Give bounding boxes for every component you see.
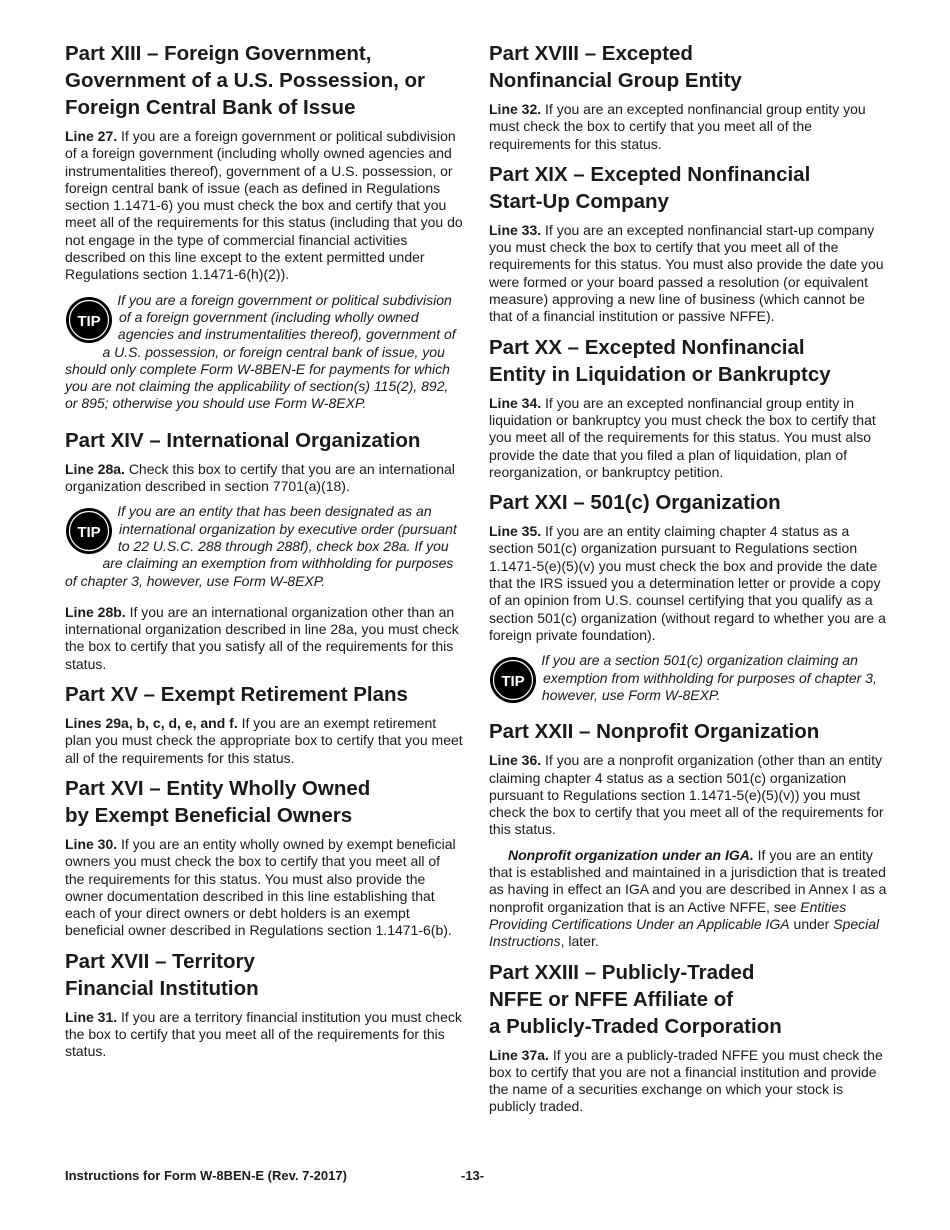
- tip-icon: [65, 296, 113, 344]
- line-28b-paragraph: [65, 604, 463, 673]
- heading-part-xiii: Part XIII – Foreign Government, Government of a U.S. Possession, or Foreign Central Bank of Issue: [65, 42, 425, 119]
- line-33-label: Line 33.: [489, 221, 542, 238]
- tip-box-part-xiv: [65, 503, 463, 589]
- line-35-label: Line 35.: [489, 523, 542, 540]
- iga-label: Nonprofit organization under an IGA.: [508, 846, 754, 863]
- tip-box-part-xxi: [489, 652, 887, 706]
- tip-icon-label: TIP: [77, 524, 101, 542]
- line-30-label: Line 30.: [65, 835, 118, 852]
- line-36-text: If you are a nonprofit organization (other than an entity claiming chapter 4 status as a section 501(c) organization pursuant to Regulations section 1.1471-5(e)(5)(v)) you must check the box to certify that you meet all of the requirements for this status.: [489, 752, 884, 838]
- heading-part-xvii-line-2: Financial Institution: [65, 976, 259, 1000]
- heading-part-xx-line-2: Entity in Liquidation or Bankruptcy: [489, 362, 831, 386]
- heading-part-xviii-line-2: Nonfinancial Group Entity: [489, 69, 742, 92]
- heading-part-xxiii-line-1: Part XXIII – Publicly-Traded: [489, 960, 755, 984]
- heading-part-xiv: Part XIV – International Organization: [65, 428, 421, 452]
- iga-paragraph: [489, 847, 887, 951]
- heading-part-xvi-line-2: by Exempt Beneficial Owners: [65, 803, 353, 827]
- iga-text-1: If you are an entity that is established and maintained in a jurisdiction that is treated as having in effect an IGA and you are described in Annex I as a nonprofit organization that is an Active NFFE, see: [489, 846, 887, 915]
- line-28a-text: Check this box to certify that you are an international organization described in section 7701(a)(18).: [65, 460, 455, 495]
- tip-box-part-xiii: [65, 292, 463, 413]
- line-30-paragraph: [65, 836, 463, 940]
- line-37a-text: If you are a publicly-traded NFFE you must check the box to certify that you are not a financial institution and provide the name of a securities exchange on which your stock is publicly traded.: [489, 1046, 883, 1115]
- line-36-label: Line 36.: [489, 752, 542, 769]
- line-29-text: If you are an exempt retirement plan you must check the appropriate box to certify that you meet all of the requirements for this status.: [65, 715, 463, 766]
- iga-text-3: , later.: [560, 933, 599, 950]
- page-number: -13-: [461, 1168, 485, 1183]
- tip-icon: [489, 656, 537, 704]
- line-31-paragraph: [65, 1009, 463, 1061]
- line-34-paragraph: [489, 395, 887, 481]
- heading-part-xxi: Part XXI – 501(c) Organization: [489, 491, 781, 515]
- line-28b-label: Line 28b.: [65, 603, 126, 620]
- line-29-paragraph: [65, 715, 463, 767]
- heading-part-xx-line-1: Part XX – Excepted Nonfinancial: [489, 335, 805, 359]
- tip-text-part-xxi: If you are a section 501(c) organization claiming an exemption from withholding for purposes of chapter 3, however, use Form W-8EXP.: [541, 652, 877, 703]
- line-35-paragraph: [489, 523, 887, 644]
- heading-part-xxiii: [489, 959, 887, 1040]
- line-33-paragraph: [489, 222, 887, 326]
- heading-part-xv: Part XV – Exempt Retirement Plans: [65, 683, 408, 707]
- heading-part-xxii: Part XXII – Nonprofit Organization: [489, 720, 820, 744]
- right-column: [489, 40, 887, 1124]
- line-27-label: Line 27.: [65, 128, 118, 144]
- line-34-label: Line 34.: [489, 394, 542, 411]
- heading-part-xvi: [65, 775, 463, 829]
- tip-icon-label: TIP: [77, 312, 101, 330]
- line-34-text: If you are an excepted nonfinancial group entity in liquidation or bankruptcy you must check the box to certify that you meet all of the requirements for this status. You must also provide the date that you filed a plan of liquidation, plan of reorganization, or bankruptcy petition.: [489, 394, 876, 480]
- left-column: [65, 40, 463, 1069]
- heading-part-xviii: [489, 40, 887, 94]
- heading-part-xix-line-2: Start-Up Company: [489, 189, 669, 213]
- tip-icon-label: TIP: [501, 673, 525, 691]
- tip-icon: [65, 507, 113, 555]
- line-33-text: If you are an excepted nonfinancial start-up company you must check the box to certify that you meet all of the requirements for this status. You must also provide the date you were formed or your board passed a resolution (or equivalent measure) approving a new line of business (which cannot be that of a financial institution or passive NFFE).: [489, 221, 884, 325]
- iga-reference-special-instructions: Special Instructions: [489, 915, 880, 950]
- heading-part-xvii-line-1: Part XVII – Territory: [65, 949, 255, 973]
- line-37a-label: Line 37a.: [489, 1046, 549, 1063]
- line-32-label: Line 32.: [489, 101, 542, 117]
- line-37a-paragraph: [489, 1047, 887, 1116]
- page-footer: [65, 1168, 890, 1183]
- iga-reference-entities: Entities Providing Certifications Under an Applicable IGA: [489, 898, 847, 932]
- heading-part-xx: [489, 334, 887, 388]
- heading-part-xxiii-line-2: NFFE or NFFE Affiliate of: [489, 987, 734, 1011]
- heading-part-xix: [489, 161, 887, 215]
- heading-part-xix-line-1: Part XIX – Excepted Nonfinancial: [489, 162, 811, 186]
- line-35-text: If you are an entity claiming chapter 4 status as a section 501(c) organization pursuant to Regulations section 1.1471-5(e)(5)(v) you must check the box and provide the date that the IRS issued you a determination letter or provide a copy of an opinion from U.S. counsel certifying that you qualify as a section 501(c) organization (without regard to whether you are a foreign private foundation).: [489, 523, 886, 643]
- line-36-paragraph: [489, 752, 887, 838]
- heading-part-xviii-line-1: Part XVIII – Excepted: [489, 42, 693, 65]
- tip-text-part-xiii: If you are a foreign government or political subdivision of a foreign government (including wholly owned agencies and instrumentalities thereof), government of a U.S. possession, or foreign central bank of issue, you should only complete Form W-8BEN-E for payments for which you are not claiming the applicability of section(s) 115(2), 892, or 895; otherwise you should use Form W-8EXP.: [65, 291, 456, 412]
- line-32-paragraph: [489, 101, 887, 153]
- line-27-paragraph: [65, 128, 463, 284]
- iga-text-2: under: [793, 915, 830, 932]
- line-32-text: If you are an excepted nonfinancial group entity you must check the box to certify that you meet all of the requirements for this status.: [489, 101, 866, 152]
- heading-part-xvii: [65, 948, 463, 1002]
- line-28b-text: If you are an international organization other than an international organization described in line 28a, you must check the box to certify that you satisfy all of the requirements for this status.: [65, 603, 459, 672]
- heading-part-xxiii-line-3: a Publicly-Traded Corporation: [489, 1014, 782, 1038]
- line-30-text: If you are an entity wholly owned by exempt beneficial owners you must check the box to certify that you meet all of the requirements for this status. You must also provide the owner documentation described in this line establishing that each of your direct owners or debt holders is an exempt beneficial owner described in Regulations section 1.1471-6(b).: [65, 835, 456, 939]
- line-27-text: If you are a foreign government or political subdivision of a foreign government (including wholly owned agencies and instrumentalities thereof), government of a U.S. possession, or foreign central bank of issue (each as defined in Regulations section 1.1471-6) you must check the box and certify that you meet all of the requirements for this status (including that you do not engage in the type of commercial financial activities described on this line except to the extent permitted under Regulations section 1.1471-6(h)(2)).: [65, 128, 463, 283]
- line-29-label: Lines 29a, b, c, d, e, and f.: [65, 715, 238, 732]
- line-28a-label: Line 28a.: [65, 460, 125, 477]
- footer-form-title: Instructions for Form W-8BEN-E (Rev. 7-2017): [65, 1168, 347, 1183]
- line-31-text: If you are a territory financial institution you must check the box to certify that you meet all of the requirements for this status.: [65, 1008, 462, 1060]
- heading-part-xvi-line-1: Part XVI – Entity Wholly Owned: [65, 776, 371, 800]
- line-28a-paragraph: [65, 461, 463, 496]
- line-31-label: Line 31.: [65, 1008, 118, 1025]
- tip-text-part-xiv: If you are an entity that has been designated as an international organization by executive order (pursuant to 22 U.S.C. 288 through 288f), check box 28a. If you are claiming an exemption from withholding for purposes of chapter 3, however, use Form W-8EXP.: [65, 503, 457, 589]
